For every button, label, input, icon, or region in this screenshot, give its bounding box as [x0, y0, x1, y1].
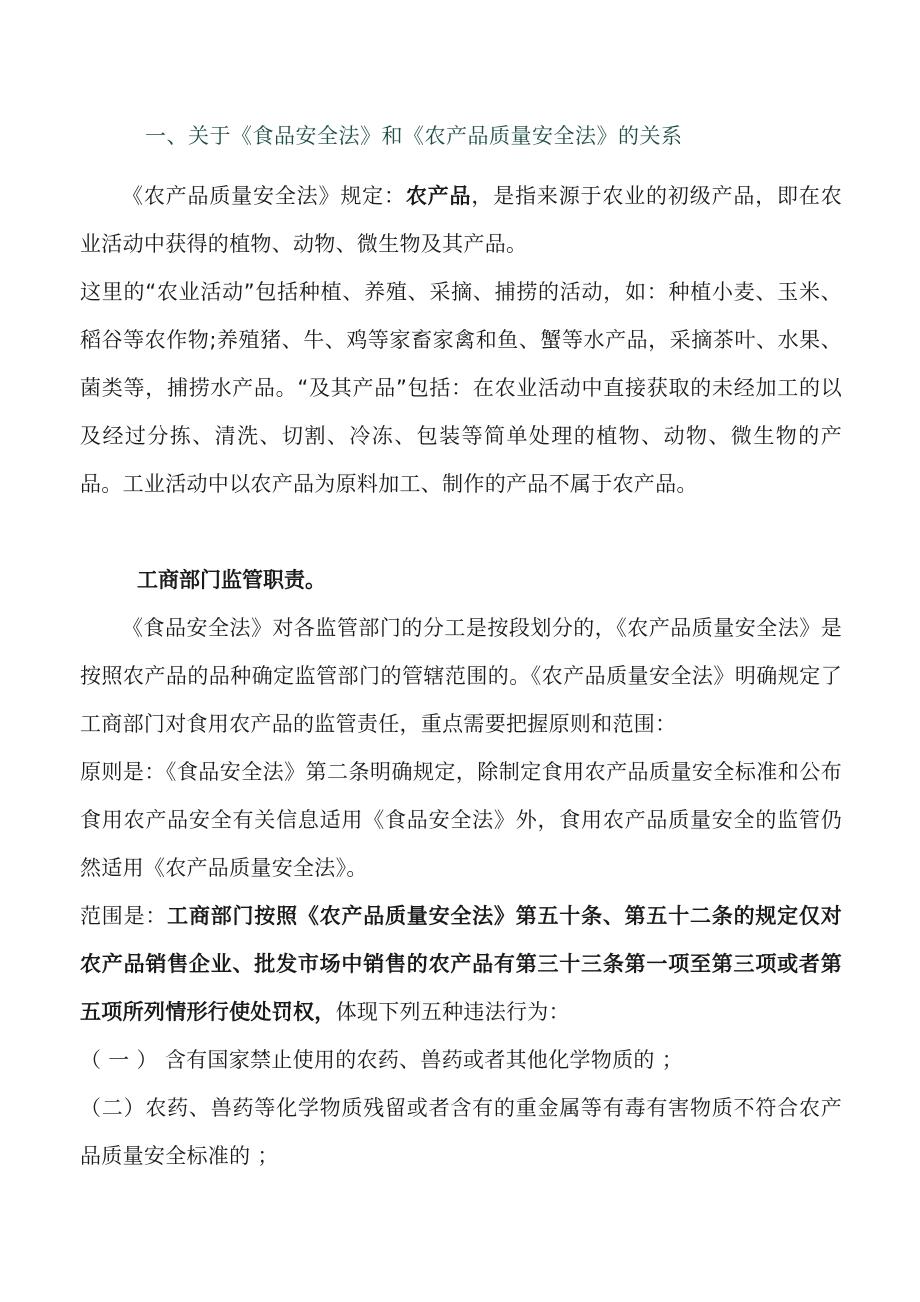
definition-paragraph [80, 172, 842, 268]
scope-rest: 体现下列五种违法行为： [335, 1000, 570, 1024]
scope-paragraph [80, 892, 842, 1036]
scope-lead: 范围是： [80, 904, 168, 928]
agricultural-activity-paragraph: 这里的“农业活动”包括种植、养殖、采摘、捕捞的活动，如：种植小麦、玉米、稻谷等农作物;养殖猪、牛、鸡等家畜家禽和鱼、蟹等水产品，采摘茶叶、水果、菌类等，捕捞水产品。“及其产品”包括：在农业活动中直接获取的未经加工的以及经过分拣、清洗、切割、冷冻、包装等简单处理的植物、动物、微生物的产品。工业活动中以农产品为原料加工、制作的产品不属于农产品。 [80, 280, 842, 496]
supervision-subheading: 工商部门监管职责。 [137, 568, 326, 592]
definition-term: 农产品 [405, 184, 472, 208]
definition-rest: ，是指来源于农业的初级产品，即在农业活动中获得的植物、动物、微生物及其产品。 [80, 184, 842, 256]
principle-paragraph: 原则是：《食品安全法》第二条明确规定，除制定食用农产品质量安全标准和公布食用农产品安全有关信息适用《食品安全法》外，食用农产品质量安全的监管仍然适用《农产品质量安全法》。 [80, 760, 842, 880]
violation-item-2: （二）农药、兽药等化学物质残留或者含有的重金属等有毒有害物质不符合农产品质量安全标准的 ； [80, 1096, 842, 1168]
scope-bold-text: 工商部门按照《农产品质量安全法》第五十条、第五十二条的规定仅对农产品销售企业、批发市场中销售的农产品有第三十三条第一项至第三项或者第五项所列情形行使处罚权， [80, 904, 843, 1024]
violation-item-1: （ 一 ） 含有国家禁止使用的农药、兽药或者其他化学物质的 ； [80, 1048, 683, 1072]
definition-lead: 《农产品质量安全法》规定： [122, 184, 406, 208]
section-heading: 一、关于《食品安全法》和《农产品质量安全法》的关系 [145, 124, 683, 148]
division-paragraph: 《食品安全法》对各监管部门的分工是按段划分的，《农产品质量安全法》是按照农产品的品种确定监管部门的管辖范围的。《农产品质量安全法》明确规定了工商部门对食用农产品的监管责任，重点需要把握原则和范围： [80, 616, 842, 736]
